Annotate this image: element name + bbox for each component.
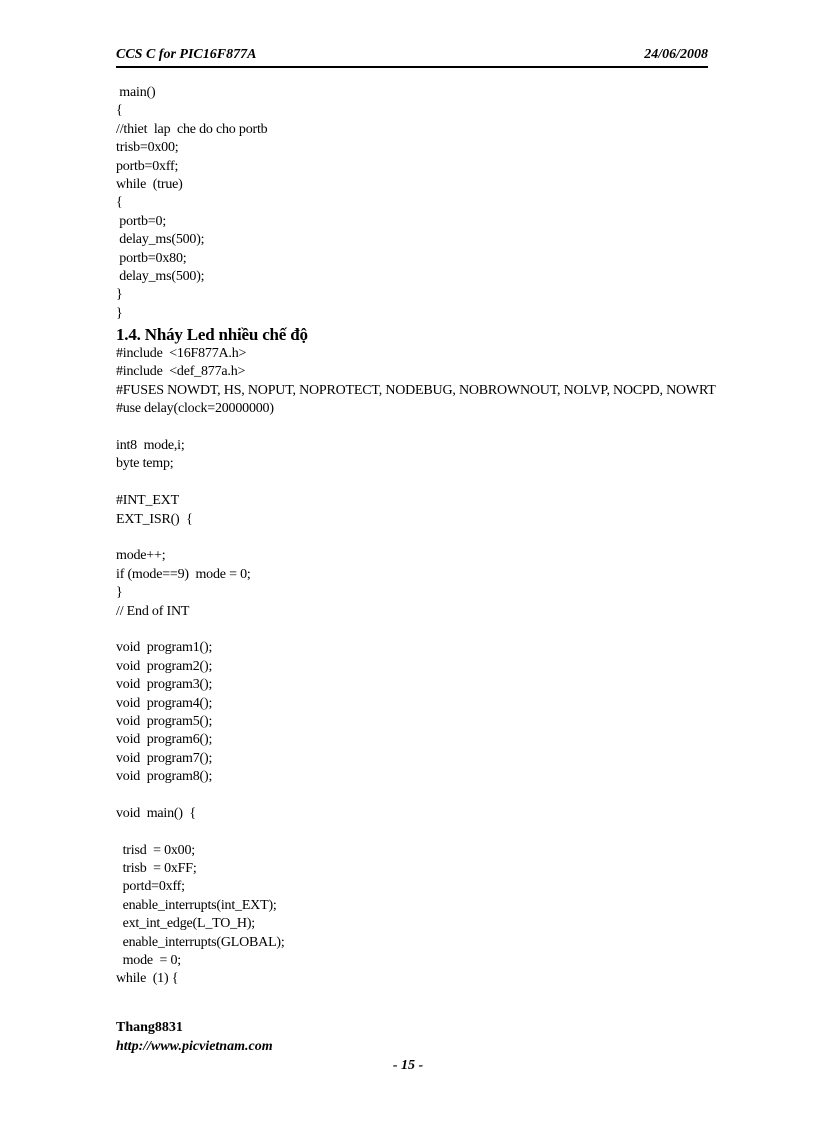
code-line: void program4(); [116, 695, 213, 711]
code-line: while (true) [116, 176, 183, 192]
code-line: } [116, 287, 123, 303]
page-header [116, 46, 708, 68]
code-line: portb=0xff; [116, 158, 179, 174]
code-line: ext_int_edge(L_TO_H); [116, 916, 255, 932]
section-heading: 1.4. Nháy Led nhiều chế độ [116, 325, 308, 345]
code-line: delay_ms(500); [116, 232, 205, 248]
code-line: void program1(); [116, 640, 213, 656]
code-line: trisd = 0x00; [116, 842, 195, 858]
code-line: } [116, 305, 123, 321]
document-body [116, 84, 736, 989]
code-line: portb=0x80; [116, 250, 187, 266]
code-line: if (mode==9) mode = 0; [116, 566, 251, 582]
code-line: while (1) { [116, 971, 179, 987]
code-line: enable_interrupts(GLOBAL); [116, 934, 285, 950]
code-line: byte temp; [116, 456, 174, 472]
code-line: void program5(); [116, 713, 213, 729]
code-line: void program7(); [116, 750, 213, 766]
code-line: #INT_EXT [116, 493, 179, 509]
code-line: main() [116, 85, 156, 100]
code-line: #use delay(clock=20000000) [116, 401, 274, 417]
code-line: EXT_ISR() { [116, 511, 193, 527]
code-line: void program8(); [116, 769, 213, 785]
fuses-line: #FUSES NOWDT, HS, NOPUT, NOPROTECT, NODEBUG, NOBROWNOUT, NOLVP, NOCPD, NOWRT [116, 382, 716, 398]
code-line: mode++; [116, 548, 166, 564]
footer-author: Thang8831 [116, 1020, 183, 1035]
code-line: void main() { [116, 805, 196, 821]
code-line: { [116, 195, 123, 211]
code-line: { [116, 103, 123, 119]
code-line: void program6(); [116, 732, 213, 748]
code-line: int8 mode,i; [116, 438, 185, 454]
code-line: //thiet lap che do cho portb [116, 121, 268, 137]
code-line: void program2(); [116, 658, 213, 674]
code-line: delay_ms(500); [116, 268, 205, 284]
code-line: trisb = 0xFF; [116, 861, 197, 877]
page-number: - 15 - [392, 1058, 424, 1073]
code-line: portb=0; [116, 213, 167, 229]
code-line: enable_interrupts(int_EXT); [116, 897, 277, 913]
code-line: trisb=0x00; [116, 140, 179, 156]
code-line: } [116, 585, 123, 601]
code-line: void program3(); [116, 677, 213, 693]
code-line: #include <def_877a.h> [116, 364, 246, 380]
header-title: CCS C for PIC16F877A [116, 47, 257, 62]
code-line: portd=0xff; [116, 879, 185, 895]
code-line: #include <16F877A.h> [116, 346, 247, 362]
footer-url: http://www.picvietnam.com [116, 1039, 273, 1054]
code-line: // End of INT [116, 603, 190, 619]
header-date: 24/06/2008 [644, 47, 708, 62]
code-line: mode = 0; [116, 952, 181, 968]
